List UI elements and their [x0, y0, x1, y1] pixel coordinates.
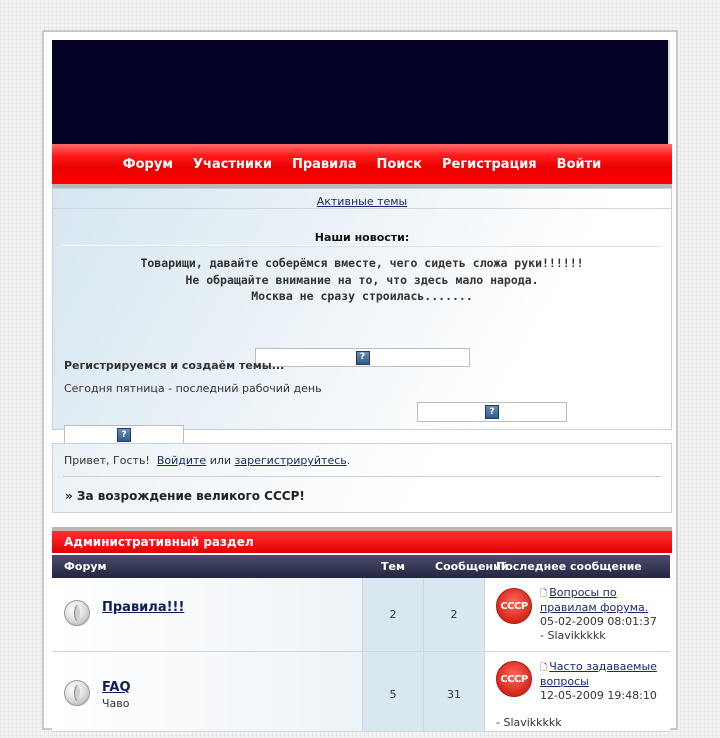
flash-placeholder[interactable]	[64, 425, 184, 445]
col-topics: Тем	[381, 560, 405, 573]
nav-rules[interactable]: Правила	[291, 156, 357, 172]
welcome-line	[64, 454, 350, 467]
flash-placeholder-icon: ?	[356, 351, 370, 365]
last-topic-link[interactable]: Вопросы по правилам форума.	[540, 586, 649, 614]
topics-count: 5	[363, 652, 424, 731]
news-line: Не обращайте внимание на то, что здесь мало народа.	[185, 272, 539, 287]
last-post-date: 12-05-2009 19:48:10	[540, 689, 657, 702]
news-title: Наши новости:	[314, 231, 410, 244]
nav-login[interactable]: Войти	[556, 156, 602, 172]
table-row	[52, 652, 670, 732]
header-banner	[52, 40, 670, 144]
forum-read-icon	[64, 600, 90, 626]
register-note: Регистрируемся и создаём темы...	[64, 359, 285, 372]
table-header	[52, 555, 670, 578]
forum-cell	[52, 652, 363, 731]
last-topic-link[interactable]: Часто задаваемые вопросы	[540, 660, 657, 688]
news-line: Товарищи, давайте соберёмся вместе, чего сидеть сложа руки!!!!!!	[140, 256, 584, 270]
flash-placeholder[interactable]	[417, 402, 567, 422]
flash-placeholder[interactable]	[255, 348, 470, 367]
nav-members[interactable]: Участники	[192, 156, 272, 172]
forum-cell	[52, 578, 363, 651]
period: .	[346, 454, 351, 467]
active-topics-link[interactable]: Активные темы	[316, 195, 408, 208]
posts-count: 2	[424, 578, 485, 651]
last-post-cell	[485, 652, 670, 731]
divider	[63, 476, 661, 477]
welcome-box	[52, 443, 672, 513]
news-box	[52, 188, 672, 440]
forum-title[interactable]: Правила!!!	[102, 600, 185, 615]
last-post-cell	[485, 578, 670, 651]
doc-icon: 🗋	[540, 589, 548, 599]
last-post-info	[540, 586, 668, 643]
nav-search[interactable]: Поиск	[376, 156, 422, 172]
col-posts: Сообщений	[435, 560, 509, 573]
register-link[interactable]: зарегистрируйтесь	[234, 454, 347, 467]
posts-count: 31	[424, 652, 485, 731]
col-forum: Форум	[64, 560, 107, 573]
news-line: Москва не сразу строилась.......	[251, 289, 473, 303]
forum-description: Чаво	[102, 697, 130, 710]
last-post-info	[540, 660, 668, 703]
main-nav	[52, 144, 672, 184]
greeting: Привет, Гость!	[64, 454, 150, 467]
col-last-post: Последнее сообщение	[496, 560, 642, 573]
forum-name: » За возрождение великого СССР!	[65, 489, 305, 503]
doc-icon: 🗋	[540, 663, 548, 673]
topics-count: 2	[363, 578, 424, 651]
nav-register[interactable]: Регистрация	[442, 156, 537, 172]
avatar: СССР	[496, 661, 532, 697]
or-text: или	[209, 454, 232, 467]
news-text	[53, 255, 671, 305]
table-row	[52, 578, 670, 652]
category-title[interactable]: Административный раздел	[52, 531, 672, 553]
last-post-author: - Slavikkkkk	[540, 629, 606, 642]
last-post-date: 05-02-2009 08:01:37	[540, 615, 657, 628]
avatar: СССР	[496, 588, 532, 624]
login-link[interactable]: Войдите	[156, 454, 207, 467]
divider	[63, 245, 661, 246]
flash-placeholder-icon: ?	[117, 428, 131, 442]
today-note: Сегодня пятница - последний рабочий день	[64, 382, 322, 395]
last-post-author: - Slavikkkkk	[496, 716, 562, 729]
divider	[53, 208, 671, 209]
forum-read-icon	[64, 680, 90, 706]
nav-forum[interactable]: Форум	[122, 156, 173, 172]
forum-title[interactable]: FAQ	[102, 680, 131, 695]
flash-placeholder-icon: ?	[485, 405, 499, 419]
page-wrapper	[42, 30, 678, 730]
